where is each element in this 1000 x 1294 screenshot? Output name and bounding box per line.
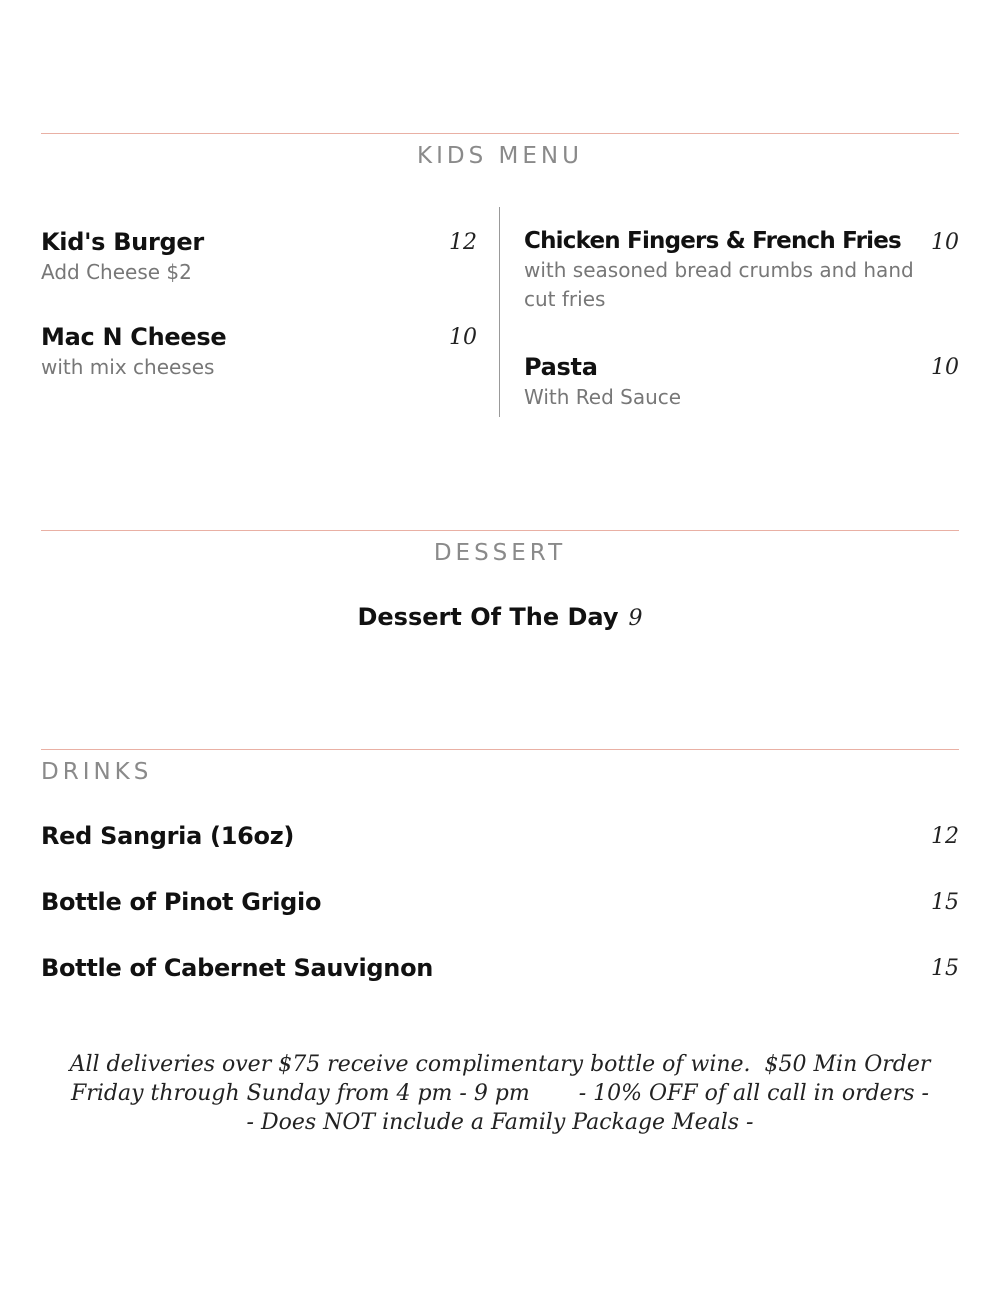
- item-description: with mix cheeses: [41, 355, 215, 379]
- drinks-top-rule: [41, 749, 959, 750]
- menu-item-chicken-fingers: [524, 228, 959, 314]
- item-name: Mac N Cheese: [41, 323, 227, 351]
- dessert-title: DESSERT: [433, 540, 567, 566]
- item-name: Bottle of Cabernet Sauvignon: [41, 954, 434, 982]
- item-name: Dessert Of The Day: [357, 603, 619, 631]
- item-price: 10: [931, 355, 959, 380]
- dessert-top-rule: [41, 530, 959, 531]
- item-price: 10: [449, 325, 477, 350]
- item-price: 10: [931, 230, 959, 255]
- kids-menu-title: KIDS MENU: [417, 143, 583, 169]
- item-name: Kid's Burger: [41, 228, 204, 256]
- kids-menu-right-column: [524, 228, 959, 428]
- menu-item-dessert-of-the-day: [0, 603, 1000, 631]
- item-description: Add Cheese $2: [41, 260, 192, 284]
- item-price: 12: [449, 230, 477, 255]
- footer-line-delivery: All deliveries over $75 receive complimentary bottle of wine. $50 Min Order: [69, 1052, 931, 1077]
- footer-line-hours: Friday through Sunday from 4 pm - 9 pm - 10% OFF of all call in orders -: [71, 1081, 929, 1106]
- item-price: 9: [628, 606, 643, 631]
- item-description: with seasoned bread crumbs and hand cut fries: [524, 258, 914, 311]
- column-divider: [499, 207, 500, 417]
- item-price: 15: [931, 956, 959, 981]
- item-price: 12: [931, 824, 959, 849]
- menu-item-pasta: [524, 353, 959, 412]
- drinks-title: DRINKS: [41, 759, 153, 785]
- item-price: 15: [931, 890, 959, 915]
- drink-item-cabernet-sauvignon: [41, 954, 959, 982]
- drink-item-pinot-grigio: [41, 888, 959, 916]
- drink-item-red-sangria: [41, 822, 959, 850]
- kids-menu-left-column: [41, 228, 477, 428]
- menu-item-mac-n-cheese: [41, 323, 477, 382]
- footer-notice: [0, 1050, 1000, 1137]
- item-name: Red Sangria (16oz): [41, 822, 295, 850]
- item-name: Pasta: [524, 353, 598, 381]
- item-name: Bottle of Pinot Grigio: [41, 888, 322, 916]
- menu-item-kids-burger: [41, 228, 477, 287]
- footer-line-exclusion: - Does NOT include a Family Package Meals -: [246, 1110, 754, 1135]
- item-name: Chicken Fingers & French Fries: [524, 228, 901, 254]
- kids-menu-top-rule: [41, 133, 959, 134]
- item-description: With Red Sauce: [524, 385, 682, 409]
